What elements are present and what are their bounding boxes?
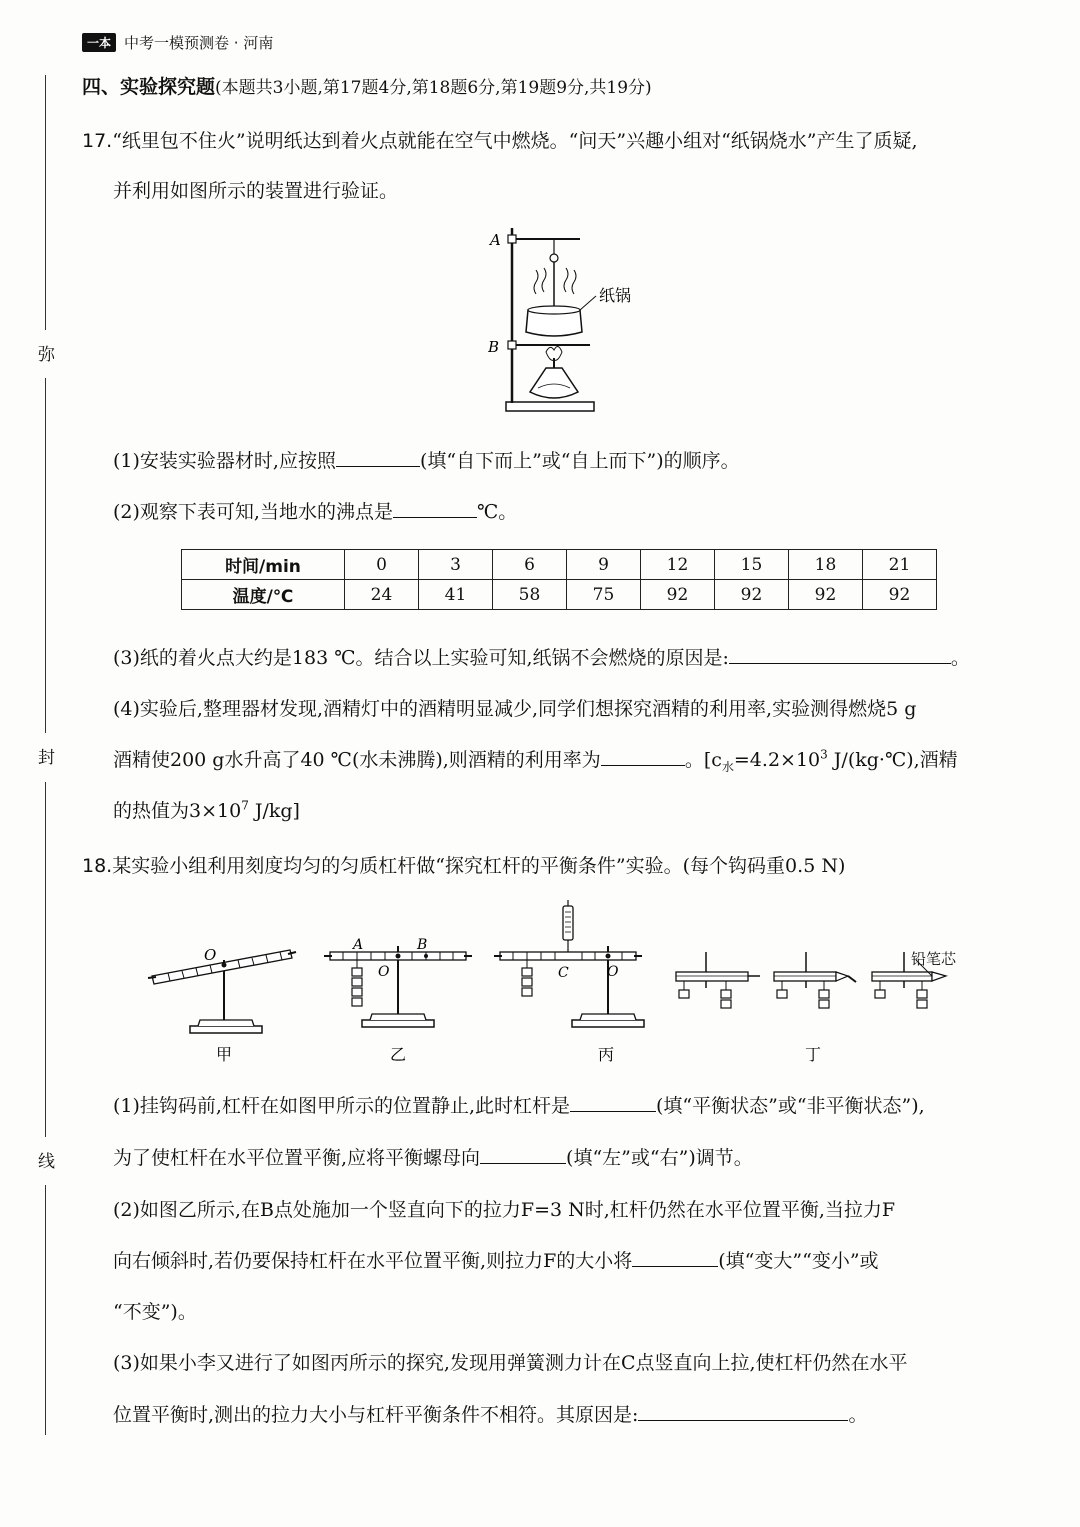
- q18-part2-line3: “不变”)。: [113, 1301, 197, 1323]
- answer-blank[interactable]: [570, 1093, 656, 1112]
- table-row: 温度/℃ 24 41 58 75 92 92 92 92: [182, 580, 937, 610]
- q17-part1: (1)安装实验器材时,应按照 (填“自下而上”或“自上而下”)的顺序。: [113, 450, 740, 472]
- label-c: C: [558, 965, 569, 981]
- q18-part1-line2: 为了使杠杆在水平位置平衡,应将平衡螺母向 (填“左”或“右”)调节。: [113, 1147, 753, 1169]
- q17-stem-line1: 17.“纸里包不住火”说明纸达到着火点就能在空气中燃烧。“问天”兴趣小组对“纸锅烧水”产生了质疑,: [82, 130, 918, 152]
- q17-stem-line2: 并利用如图所示的装置进行验证。: [113, 180, 399, 202]
- answer-blank[interactable]: [729, 645, 951, 664]
- section-title: 四、实验探究题: [82, 76, 216, 98]
- binding-line: [45, 782, 46, 1137]
- page-header: [82, 30, 273, 54]
- table-row: 时间/min 0 3 6 9 12 15 18 21: [182, 550, 937, 580]
- section-note: (本题共3小题,第17题4分,第18题6分,第19题9分,共19分): [215, 78, 652, 98]
- answer-blank[interactable]: [632, 1248, 718, 1267]
- lever-figure-bing: [494, 900, 644, 1027]
- answer-blank[interactable]: [393, 499, 477, 518]
- answer-blank[interactable]: [638, 1402, 848, 1421]
- question-number: 18.: [82, 855, 113, 877]
- label-o: O: [204, 946, 217, 964]
- lever-figure-jia: [148, 946, 296, 1033]
- binding-line: [45, 75, 46, 330]
- binding-char: 弥: [38, 345, 55, 365]
- caption-ding: 丁: [805, 1045, 822, 1064]
- temperature-table: [181, 549, 937, 610]
- binding-char: 线: [38, 1152, 55, 1172]
- q18-part3-line2: 位置平衡时,测出的拉力大小与杠杆平衡条件不相符。其原因是: 。: [113, 1404, 868, 1426]
- label-paper-pot: 纸锅: [599, 286, 632, 305]
- label-o: O: [378, 964, 390, 980]
- q17-part4-line3: 的热值为$3\times 10^7$ J/kg]: [113, 798, 300, 822]
- paper-pot-apparatus-figure: [488, 222, 648, 417]
- answer-blank[interactable]: [480, 1145, 566, 1164]
- label-o: O: [607, 964, 619, 980]
- q18-part2-line2: 向右倾斜时,若仍要保持杠杆在水平位置平衡,则拉力F的大小将 (填“变大”“变小”或: [113, 1250, 879, 1272]
- label-a: A: [353, 937, 364, 953]
- caption-bing: 丙: [598, 1045, 615, 1064]
- label-pencil-lead: 铅笔芯: [911, 950, 957, 968]
- caption-jia: 甲: [216, 1045, 233, 1064]
- label-b: B: [417, 937, 428, 953]
- q18-part1-line1: (1)挂钩码前,杠杆在如图甲所示的位置静止,此时杠杆是 (填“平衡状态”或“非平衡状态”),: [113, 1095, 925, 1117]
- lever-experiment-figures: [140, 898, 980, 1070]
- binding-line: [45, 1185, 46, 1435]
- lever-figure-yi: [324, 937, 472, 1027]
- q18-part3-line1: (3)如果小李又进行了如图丙所示的探究,发现用弹簧测力计在C点竖直向上拉,使杠杆仍然在水平: [113, 1352, 908, 1374]
- brand-logo: 一本: [82, 33, 116, 52]
- q18-part2-line1: (2)如图乙所示,在B点处施加一个竖直向下的拉力F=3 N时,杠杆仍然在水平位置平衡,当拉力F: [113, 1199, 896, 1221]
- section-heading: [82, 72, 652, 99]
- lever-figure-ding: [676, 952, 946, 1008]
- q17-part3: (3)纸的着火点大约是183 ℃。结合以上实验可知,纸锅不会燃烧的原因是: 。: [113, 647, 970, 669]
- label-a: A: [490, 231, 501, 249]
- binding-line: [45, 378, 46, 733]
- binding-char: 封: [38, 748, 55, 768]
- answer-blank[interactable]: [336, 448, 420, 467]
- q17-part4-line2: 酒精使200 g水升高了40 ℃(水未沸腾),则酒精的利用率为 。[$c_水=4.2\times 10^3$ J/(kg·℃),酒精: [113, 747, 958, 774]
- q17-part4-line1: (4)实验后,整理器材发现,酒精灯中的酒精明显减少,同学们想探究酒精的利用率,实验测得燃烧5 g: [113, 698, 917, 720]
- answer-blank[interactable]: [601, 747, 685, 766]
- q18-stem: 18.某实验小组利用刻度均匀的匀质杠杆做“探究杠杆的平衡条件”实验。(每个钩码重0.5 N): [82, 855, 846, 877]
- label-b: B: [488, 338, 500, 356]
- question-number: 17.: [82, 130, 113, 152]
- q17-part2: (2)观察下表可知,当地水的沸点是 ℃。: [113, 501, 518, 523]
- caption-yi: 乙: [390, 1045, 407, 1064]
- exam-title: 中考一模预测卷 · 河南: [124, 33, 274, 52]
